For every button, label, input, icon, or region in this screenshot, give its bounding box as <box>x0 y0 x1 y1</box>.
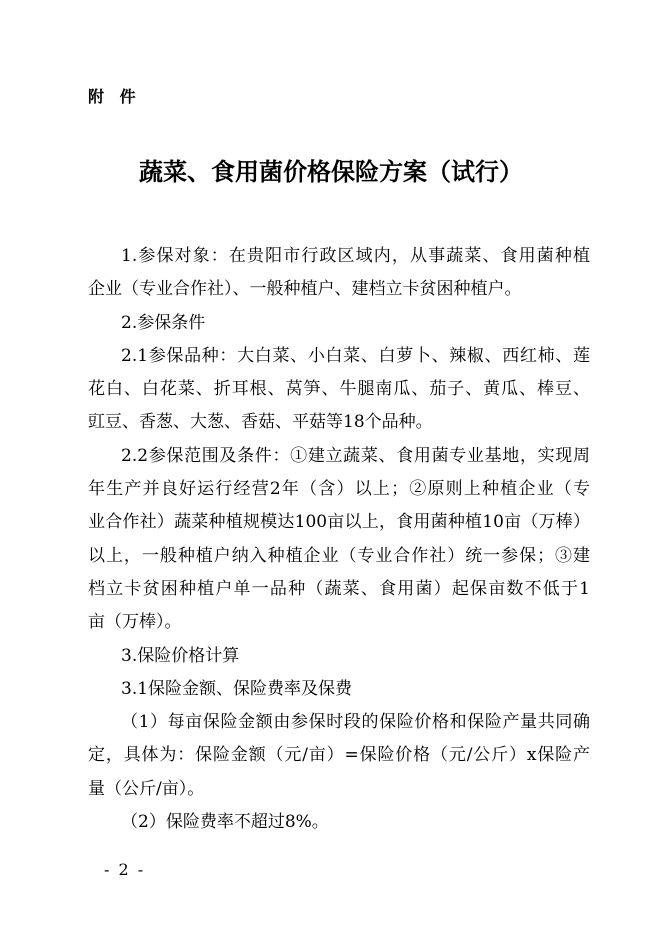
page-number: - 2 - <box>104 860 146 879</box>
paragraph-conditions-heading <box>88 307 590 340</box>
text-line: 企业（专业合作社）、一般种植户、建档立卡贫困种植户。 <box>88 279 522 300</box>
paragraph-varieties <box>88 340 590 440</box>
text-line: 业合作社）蔬菜种植规模达100亩以上，食用菌种植10亩（万棒） <box>88 512 590 533</box>
paragraph-insured-parties <box>88 240 590 307</box>
text-line: （1）每亩保险金额由参保时段的保险价格和保险产量共同确 <box>121 712 590 733</box>
section-heading: 3.保险价格计算 <box>121 645 240 666</box>
text-line: 年生产并良好运行经营2年（含）以上；②原则上种植企业（专 <box>88 479 590 500</box>
document-body <box>88 240 590 839</box>
paragraph-premium-rate <box>88 806 590 839</box>
text-line: 量（公斤/亩）。 <box>88 778 205 799</box>
text-line: 豇豆、香葱、大葱、香菇、平菇等18个品种。 <box>88 412 433 433</box>
text-line: 定，具体为：保险金额（元/亩）=保险价格（元/公斤）x保险产 <box>88 745 590 766</box>
paragraph-insured-amount <box>88 706 590 806</box>
text-line: 1.参保对象：在贵阳市行政区域内，从事蔬菜、食用菌种植 <box>121 246 590 266</box>
paragraph-price-calc-heading <box>88 640 590 673</box>
section-heading: 2.参保条件 <box>121 312 206 333</box>
text-line: 以上，一般种植户纳入种植企业（专业合作社）统一参保；③建 <box>88 545 590 566</box>
text-line: 档立卡贫困种植户单一品种（蔬菜、食用菌）起保亩数不低于1 <box>88 578 590 599</box>
text-line: （2）保险费率不超过8%。 <box>121 812 329 833</box>
text-line: 花白、白花菜、折耳根、莴笋、牛腿南瓜、茄子、黄瓜、棒豆、 <box>88 379 590 400</box>
text-line: 2.1参保品种：大白菜、小白菜、白萝卜、辣椒、西红柿、莲 <box>121 345 590 366</box>
attachment-label: 附 件 <box>88 87 136 106</box>
section-heading: 3.1保险金额、保险费率及保费 <box>121 678 353 699</box>
document-title: 蔬菜、食用菌价格保险方案（试行） <box>139 157 523 186</box>
text-line: 2.2参保范围及条件：①建立蔬菜、食用菌专业基地，实现周 <box>121 445 590 466</box>
paragraph-scope-conditions <box>88 440 590 640</box>
text-line: 亩（万棒）。 <box>88 612 182 633</box>
paragraph-amount-heading <box>88 673 590 706</box>
